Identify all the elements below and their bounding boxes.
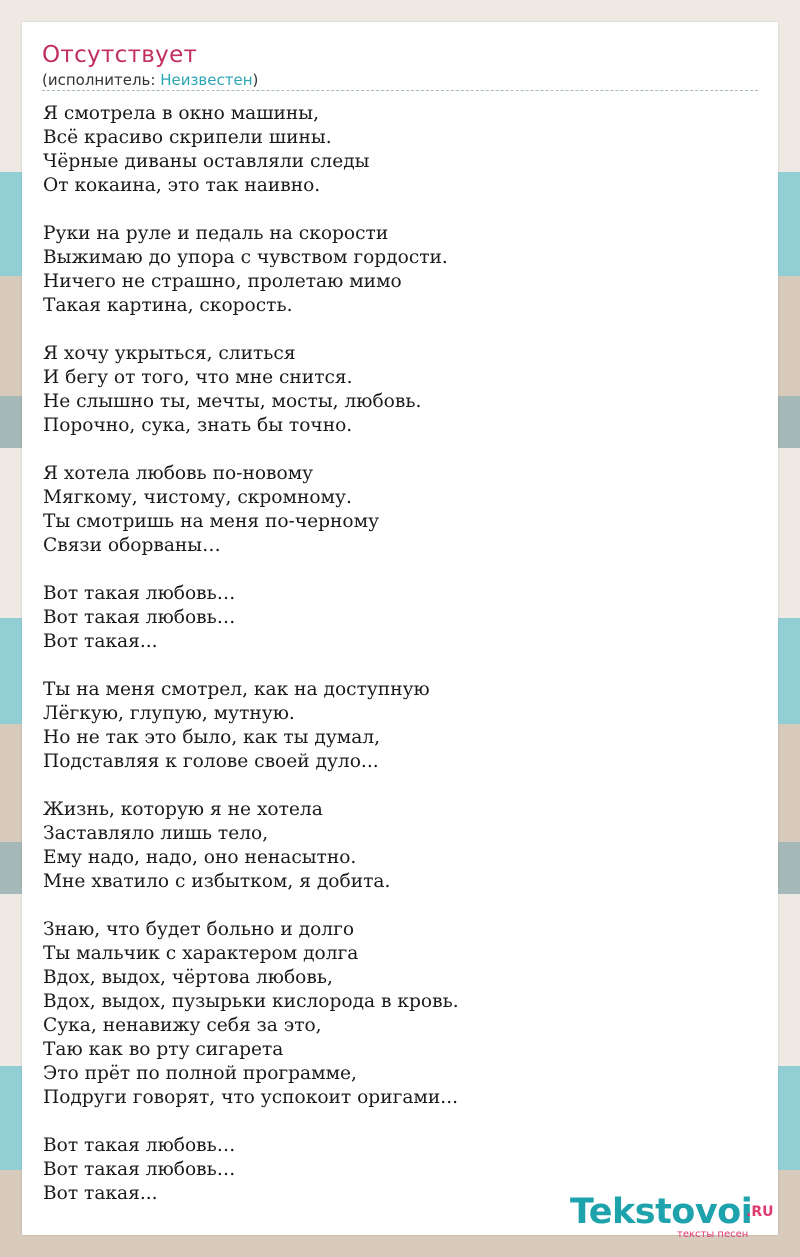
- artist-suffix: ): [252, 71, 259, 89]
- lyric-line: Это прёт по полной программе,: [43, 1063, 357, 1084]
- lyric-line: Вот такая...: [43, 1183, 158, 1204]
- lyrics-stanza: [43, 582, 743, 654]
- artist-line: [42, 71, 258, 89]
- logo-tld: .RU: [746, 1204, 774, 1220]
- lyric-line: Мне хватило с избытком, я добита.: [43, 871, 391, 892]
- lyric-line: Мягкому, чистому, скромному.: [43, 487, 352, 508]
- lyrics-stanza: [43, 222, 743, 318]
- lyric-line: Ничего не страшно, пролетаю мимо: [43, 271, 402, 292]
- lyric-line: Такая картина, скорость.: [43, 295, 293, 316]
- lyric-line: Подруги говорят, что успокоит оригами...: [43, 1087, 459, 1108]
- lyric-line: Заставляло лишь тело,: [43, 823, 269, 844]
- lyric-line: Подставляя к голове своей дуло...: [43, 751, 379, 772]
- lyric-line: Не слышно ты, мечты, мосты, любовь.: [43, 391, 422, 412]
- artist-link[interactable]: Неизвестен: [160, 71, 253, 89]
- lyric-line: Но не так это было, как ты думал,: [43, 727, 381, 748]
- lyric-line: Выжимаю до упора с чувством гордости.: [43, 247, 448, 268]
- song-title: Отсутствует: [42, 42, 198, 68]
- lyric-line: Вот такая любовь…: [43, 583, 236, 604]
- logo-tagline: тексты песен: [677, 1229, 749, 1240]
- lyric-line: Всё красиво скрипели шины.: [43, 127, 332, 148]
- lyric-line: Ты смотришь на меня по-черному: [43, 511, 380, 532]
- lyrics-stanza: [43, 462, 743, 558]
- lyric-line: Ему надо, надо, оно ненасытно.: [43, 847, 357, 868]
- lyric-line: От кокаина, это так наивно.: [43, 175, 321, 196]
- lyric-line: Связи оборваны…: [43, 535, 221, 556]
- lyrics-stanza: [43, 798, 743, 894]
- lyrics-body: [43, 102, 743, 1230]
- lyric-line: Вдох, выдох, пузырьки кислорода в кровь.: [43, 991, 459, 1012]
- lyrics-stanza: [43, 918, 743, 1110]
- lyric-line: Руки на руле и педаль на скорости: [43, 223, 389, 244]
- lyric-line: Порочно, сука, знать бы точно.: [43, 415, 353, 436]
- lyrics-stanza: [43, 678, 743, 774]
- artist-prefix: (исполнитель:: [42, 71, 161, 89]
- lyric-line: И бегу от того, что мне снится.: [43, 367, 353, 388]
- lyrics-stanza: [43, 102, 743, 198]
- logo-wordmark: Tekstovoi: [570, 1192, 753, 1232]
- title-divider: [42, 90, 758, 91]
- lyric-line: Я хочу укрыться, слиться: [43, 343, 296, 364]
- lyric-line: Знаю, что будет больно и долго: [43, 919, 355, 940]
- lyrics-stanza: [43, 342, 743, 438]
- site-logo[interactable]: [570, 1190, 780, 1240]
- lyric-line: Вот такая любовь…: [43, 1159, 236, 1180]
- lyric-line: Я смотрела в окно машины,: [43, 103, 320, 124]
- lyric-line: Ты на меня смотрел, как на доступную: [43, 679, 430, 700]
- lyrics-card: [22, 22, 778, 1240]
- lyric-line: Я хотела любовь по-новому: [43, 463, 314, 484]
- lyric-line: Чёрные диваны оставляли следы: [43, 151, 370, 172]
- lyric-line: Жизнь, которую я не хотела: [43, 799, 323, 820]
- lyric-line: Вдох, выдох, чёртова любовь,: [43, 967, 333, 988]
- lyric-line: Вот такая любовь…: [43, 1135, 236, 1156]
- lyric-line: Вот такая...: [43, 631, 158, 652]
- lyric-line: Ты мальчик с характером долга: [43, 943, 359, 964]
- lyric-line: Сука, ненавижу себя за это,: [43, 1015, 322, 1036]
- lyric-line: Лёгкую, глупую, мутную.: [43, 703, 295, 724]
- lyric-line: Вот такая любовь…: [43, 607, 236, 628]
- lyric-line: Таю как во рту сигарета: [43, 1039, 284, 1060]
